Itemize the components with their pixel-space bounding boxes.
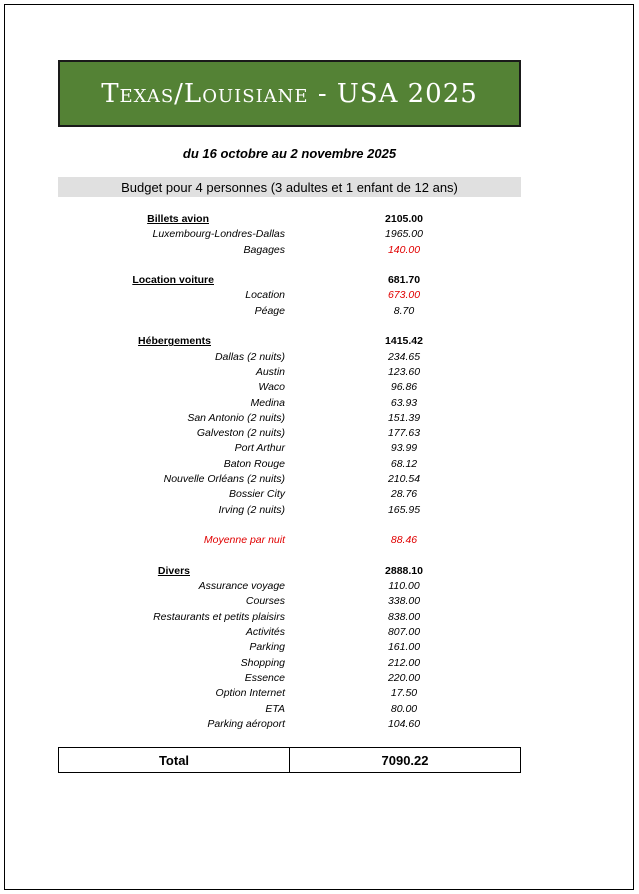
row-label: Luxembourg-Londres-Dallas — [152, 228, 285, 241]
row-label: Bagages — [243, 243, 285, 256]
row-value: 17.50 — [390, 687, 418, 700]
row-value: 838.00 — [387, 610, 421, 623]
total-label: Total — [59, 748, 290, 772]
average-value: 88.46 — [390, 534, 418, 547]
table-row — [0, 702, 639, 717]
row-label: Nouvelle Orléans (2 nuits) — [163, 473, 285, 486]
row-label: Galveston (2 nuits) — [196, 427, 285, 440]
row-label: Dallas (2 nuits) — [214, 350, 285, 363]
table-row — [0, 441, 639, 456]
row-value: 28.76 — [390, 488, 418, 501]
row-value: 96.86 — [390, 381, 418, 394]
section-total: 2105.00 — [385, 213, 423, 225]
average-per-night-row — [0, 533, 639, 548]
section-label: Billets avion — [147, 213, 209, 225]
row-value: 63.93 — [390, 396, 418, 409]
row-label: Parking — [249, 641, 285, 654]
row-value: 151.39 — [387, 411, 421, 424]
table-row — [0, 304, 639, 319]
row-value: 80.00 — [390, 702, 418, 715]
section-header-voiture — [0, 273, 639, 288]
table-row — [0, 350, 639, 365]
section-total: 2888.10 — [385, 564, 423, 577]
row-label: Port Arthur — [234, 442, 285, 455]
total-value: 7090.22 — [381, 752, 429, 768]
row-value: 8.70 — [393, 304, 415, 317]
row-value: 161.00 — [387, 641, 421, 654]
trip-dates: du 16 octobre au 2 novembre 2025 — [182, 146, 397, 161]
table-row — [0, 656, 639, 671]
row-label: Bossier City — [228, 488, 285, 501]
table-row — [0, 671, 639, 686]
table-row — [0, 503, 639, 518]
table-row — [0, 610, 639, 625]
row-value: 212.00 — [387, 656, 421, 669]
table-row — [0, 717, 639, 732]
row-label: Essence — [244, 671, 285, 684]
row-value: 210.54 — [387, 473, 421, 486]
section-total: 681.70 — [387, 274, 421, 287]
row-value: 104.60 — [387, 717, 421, 730]
budget-table — [0, 212, 639, 732]
row-value: 110.00 — [388, 580, 420, 593]
row-label: Shopping — [240, 656, 285, 669]
row-value: 93.99 — [390, 442, 418, 455]
row-value: 123.60 — [387, 365, 421, 378]
table-row — [0, 487, 639, 502]
row-label: Activités — [245, 626, 285, 639]
row-label: Medina — [250, 396, 285, 409]
section-header-hebergements — [0, 334, 639, 349]
row-value: 1965.00 — [385, 228, 423, 241]
title-banner — [58, 60, 521, 127]
row-label: Courses — [245, 595, 285, 608]
page-title: Texas/Louisiane - USA 2025 — [101, 78, 478, 109]
row-value: 807.00 — [387, 626, 421, 639]
row-value: 68.12 — [390, 457, 418, 470]
table-row — [0, 411, 639, 426]
section-header-avion — [0, 212, 639, 227]
row-label: Irving (2 nuits) — [218, 503, 285, 516]
table-row — [0, 243, 639, 258]
row-value: 177.63 — [387, 427, 421, 440]
row-value: 220.00 — [387, 671, 421, 684]
row-label: San Antonio (2 nuits) — [187, 411, 285, 424]
total-row — [58, 747, 521, 773]
row-value: 140.00 — [387, 243, 421, 256]
table-row — [0, 380, 639, 395]
row-value: 165.95 — [387, 503, 421, 516]
row-label: Parking aéroport — [207, 717, 285, 730]
table-row — [0, 426, 639, 441]
row-value: 234.65 — [387, 350, 421, 363]
table-row — [0, 594, 639, 609]
row-label: Restaurants et petits plaisirs — [153, 610, 285, 623]
table-row — [0, 227, 639, 242]
row-label: Assurance voyage — [198, 580, 285, 593]
row-label: Option Internet — [215, 687, 285, 700]
section-total: 1415.42 — [385, 335, 423, 348]
table-row — [0, 686, 639, 701]
section-label: Location voiture — [132, 274, 214, 287]
table-row — [0, 625, 639, 640]
table-row — [0, 365, 639, 380]
section-header-divers — [0, 564, 639, 579]
row-label: Waco — [258, 381, 285, 394]
section-label: Divers — [157, 564, 190, 577]
row-label: ETA — [265, 702, 285, 715]
section-label: Hébergements — [138, 335, 211, 348]
row-label: Péage — [254, 304, 285, 317]
average-label: Moyenne par nuit — [203, 534, 285, 547]
row-label: Austin — [255, 365, 285, 378]
budget-header: Budget pour 4 personnes (3 adultes et 1 enfant de 12 ans) — [58, 177, 521, 197]
table-row — [0, 396, 639, 411]
table-row — [0, 288, 639, 303]
table-row — [0, 472, 639, 487]
table-row — [0, 457, 639, 472]
row-value: 673.00 — [387, 289, 421, 302]
row-label: Location — [245, 289, 285, 302]
table-row — [0, 640, 639, 655]
row-value: 338.00 — [387, 595, 421, 608]
row-label: Baton Rouge — [223, 457, 285, 470]
table-row — [0, 579, 639, 594]
